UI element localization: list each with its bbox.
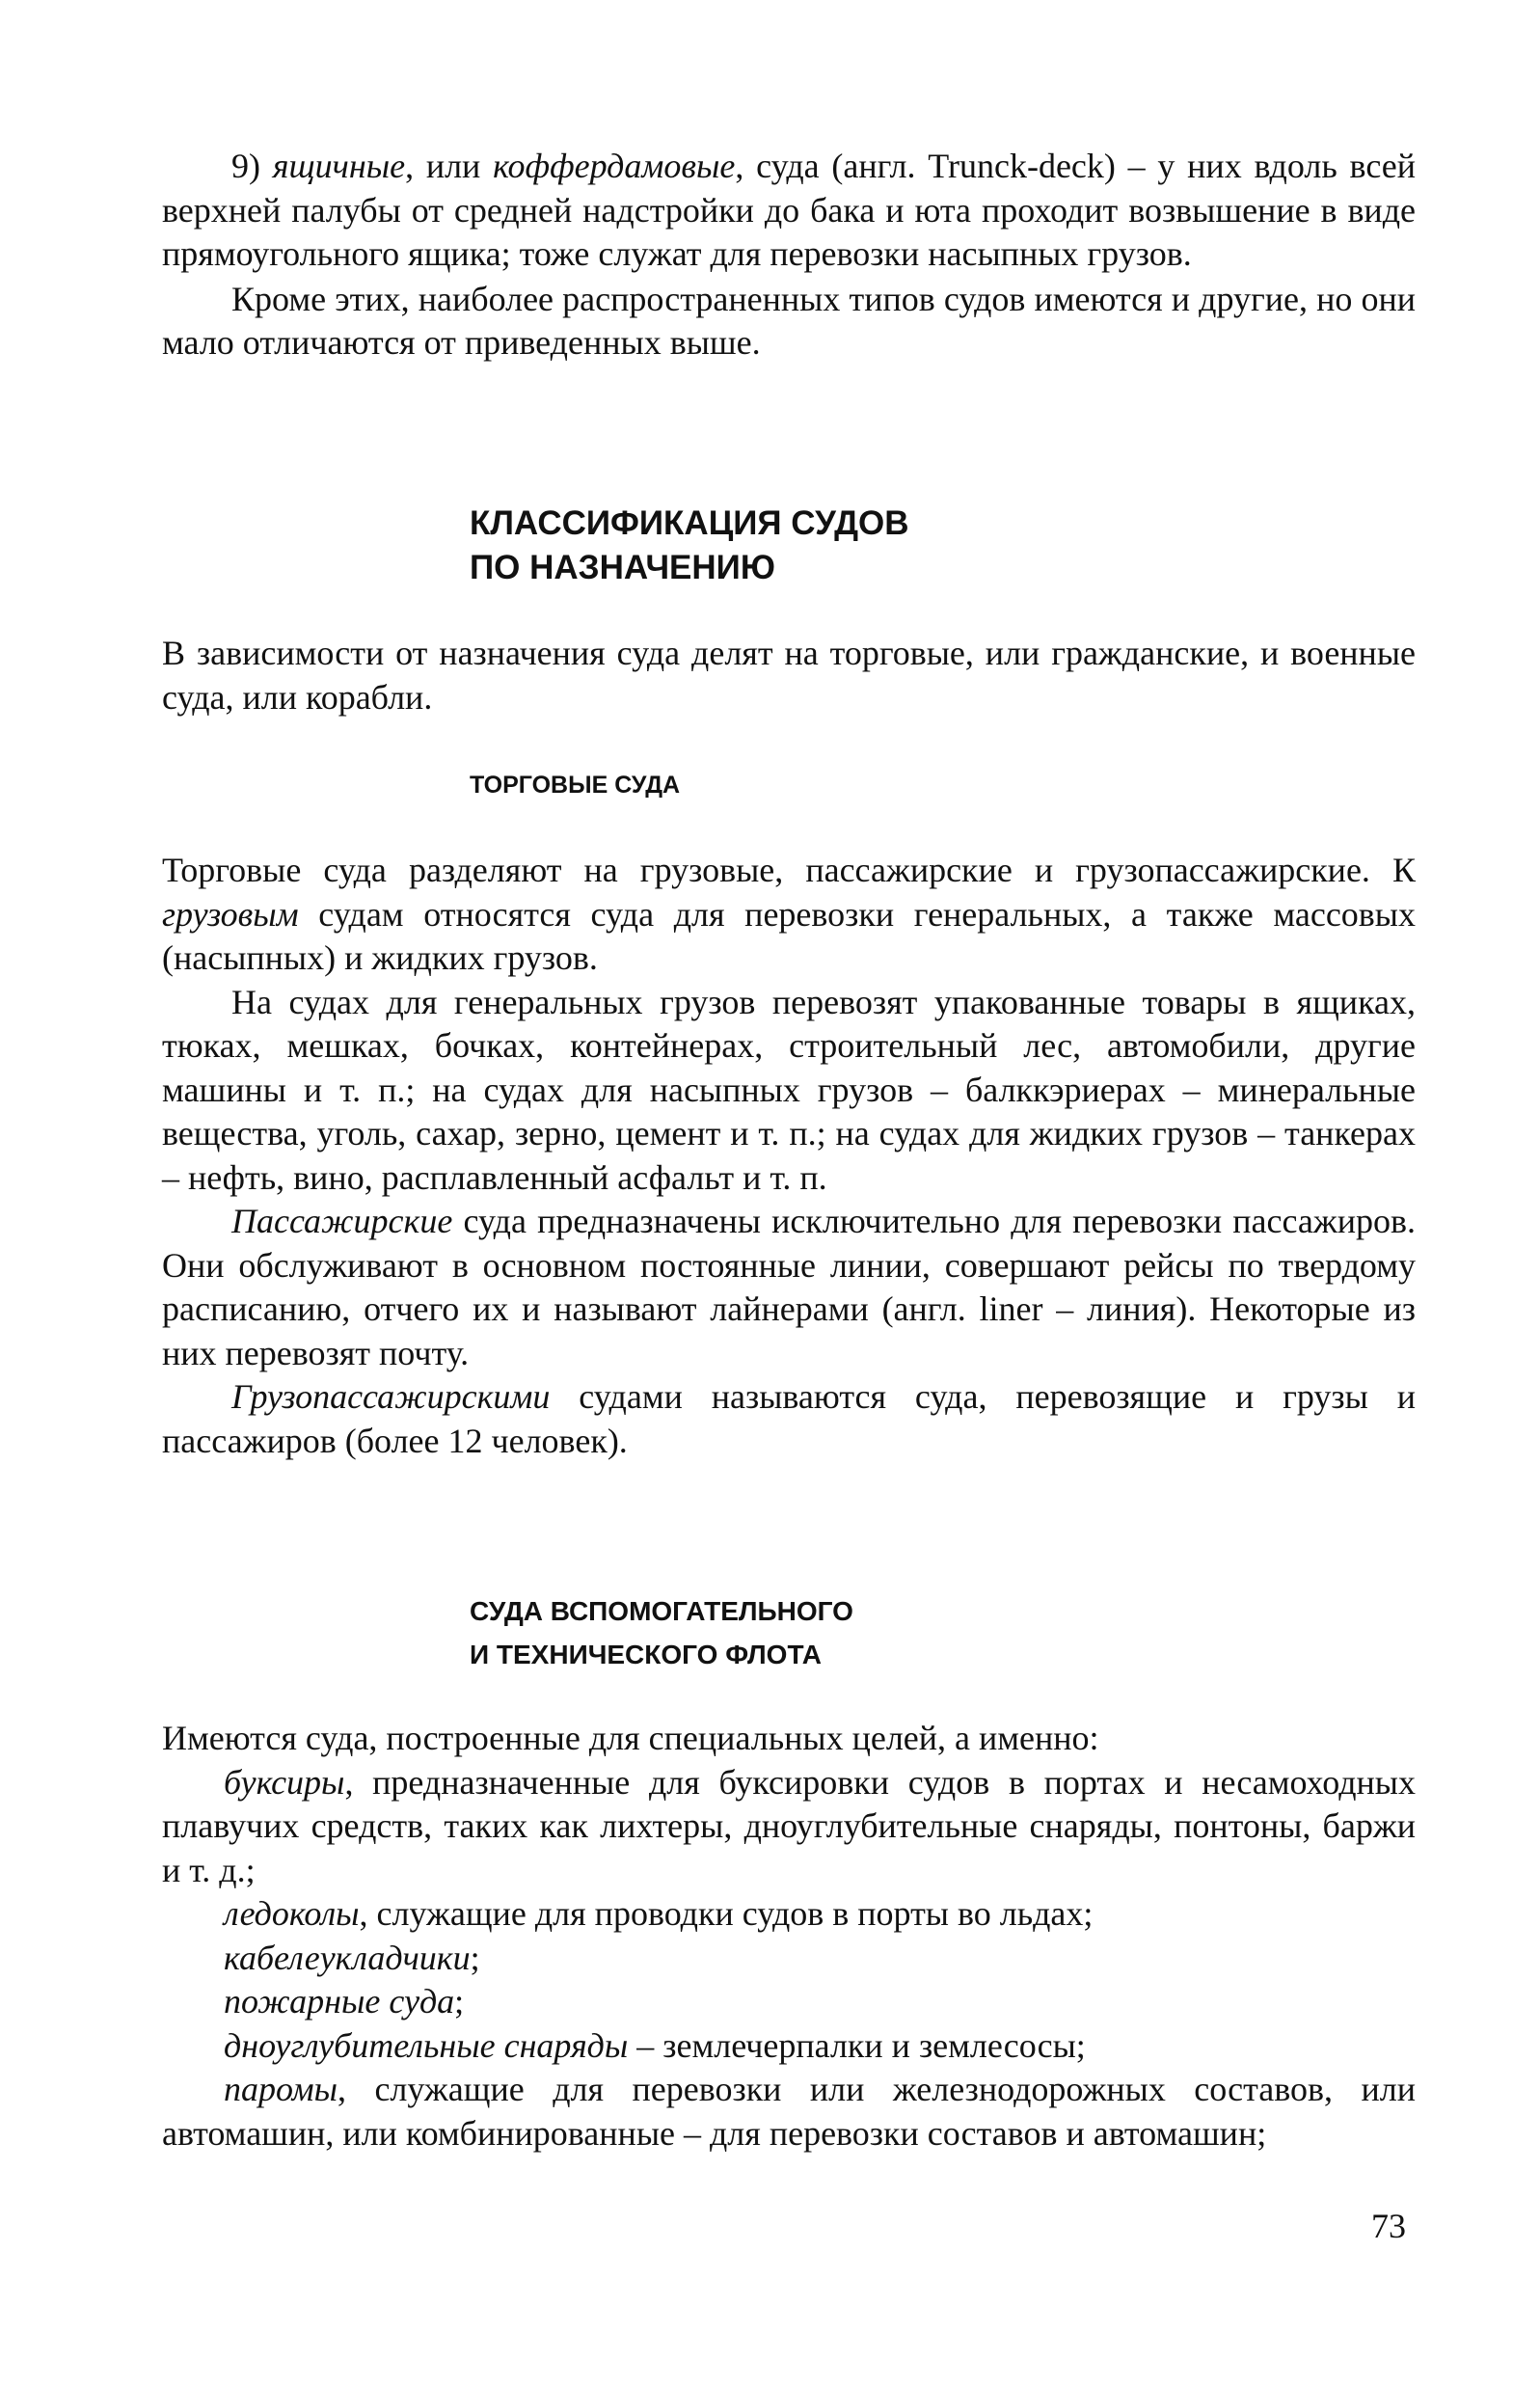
- term-icebreakers: ледоколы: [224, 1894, 360, 1933]
- list-item-dredgers: [162, 2024, 1416, 2069]
- term-cofferdam-ships: коффердамовые: [493, 147, 736, 185]
- paragraph-cargo-types: [162, 849, 1416, 981]
- term-cargo: грузовым: [162, 894, 299, 934]
- text: , предназначенные для буксировки судов в портах и несамоходных плавучих средств, таких как лихтеры, дноуглубительные снаряды, понтоны, баржи и т. д.;: [162, 1762, 1416, 1889]
- heading-line: ПО НАЗНАЧЕНИЮ: [470, 549, 775, 586]
- text: ;: [470, 1938, 480, 1977]
- term-dredgers: дноуглубительные снаряды: [224, 2025, 629, 2065]
- term-ferries: паромы: [224, 2070, 338, 2108]
- text: , или: [405, 147, 494, 185]
- section-types-continuation: [162, 145, 1416, 366]
- text: , служащие для перевозки или железнодорожных составов, или автомашин, или комбинированные – для перевозки составов и автомашин;: [162, 2070, 1416, 2153]
- heading-classification: [470, 502, 909, 590]
- list-number: 9): [231, 147, 273, 185]
- list-item-fire-ships: [162, 1980, 1416, 2024]
- paragraph-passenger: [162, 1200, 1416, 1375]
- list-item-ferries: [162, 2068, 1416, 2156]
- paragraph-cargo-passenger: [162, 1375, 1416, 1463]
- heading-line: И ТЕХНИЧЕСКОГО ФЛОТА: [470, 1640, 823, 1669]
- classification-intro: [162, 632, 1416, 719]
- text: , суда (англ. Trunck-deck) – у них вдоль всей верхней палубы от средней надстройки до бака и юта проходит возвышение в виде прямоугольного ящика; тоже служат для перевозки насыпных грузов.: [162, 147, 1416, 273]
- heading-auxiliary-fleet: [470, 1589, 853, 1676]
- paragraph-aux-intro: Имеются суда, построенные для специальных целей, а именно:: [162, 1719, 1099, 1757]
- term-cable-layers: кабелеукладчики: [224, 1938, 471, 1977]
- heading-line: КЛАССИФИКАЦИЯ СУДОВ: [470, 504, 909, 542]
- page-number: 73: [1371, 2207, 1406, 2245]
- paragraph-general-cargo: На судах для генеральных грузов перевозят упакованные товары в ящиках, тюках, мешках, бочках, контейнерах, строительный лес, автомобили, другие машины и т. п.; на судах для насыпных грузов – балккэриерах – минеральные вещества, уголь, сахар, зерно, цемент и т. п.; на судах для жидких грузов – танкерах – нефть, вино, расплавленный асфальт и т. п.: [162, 982, 1416, 1197]
- text: судам относятся суда для перевозки генеральных, а также массовых (насыпных) и жидких грузов.: [162, 894, 1416, 977]
- text: , служащие для проводки судов в порты во льдах;: [359, 1894, 1094, 1933]
- list-item-cable-layers: [162, 1937, 1416, 1981]
- term-fire-ships: пожарные суда: [224, 1982, 455, 2021]
- section-merchant-ships: [162, 849, 1416, 1463]
- list-item-icebreakers: [162, 1892, 1416, 1937]
- text: Торговые суда разделяют на грузовые, пассажирские и грузопассажирские. К: [162, 851, 1416, 889]
- text: ;: [454, 1982, 465, 2021]
- term-box-ships: ящичные: [272, 147, 406, 185]
- section-auxiliary-fleet: [162, 1717, 1416, 2156]
- term-cargo-passenger: Грузопассажирскими: [231, 1377, 551, 1416]
- heading-line: СУДА ВСПОМОГАТЕЛЬНОГО: [470, 1596, 853, 1626]
- paragraph-intro: В зависимости от назначения суда делят на торговые, или гражданские, и военные суда, или корабли.: [162, 634, 1416, 717]
- list-item-tugs: [162, 1761, 1416, 1893]
- heading-merchant-ships: ТОРГОВЫЕ СУДА: [470, 772, 681, 799]
- text: суда предназначены исключительно для перевозки пассажиров. Они обслуживают в основном постоянные линии, совершают рейсы по твердому расписанию, отчего их и называют лайнерами (англ. liner – линия). Некоторые из них перевозят почту.: [162, 1202, 1416, 1372]
- term-tugs: буксиры: [224, 1762, 345, 1802]
- text: судами называются суда, перевозящие и грузы и пассажиров (более 12 человек).: [162, 1377, 1416, 1460]
- term-passenger: Пассажирские: [231, 1202, 453, 1240]
- text: – землечерпалки и землесосы;: [628, 2025, 1086, 2065]
- paragraph-other-types: Кроме этих, наиболее распространенных типов судов имеются и другие, но они мало отличаются от приведенных выше.: [162, 279, 1416, 362]
- paragraph-box-ships: [162, 145, 1416, 277]
